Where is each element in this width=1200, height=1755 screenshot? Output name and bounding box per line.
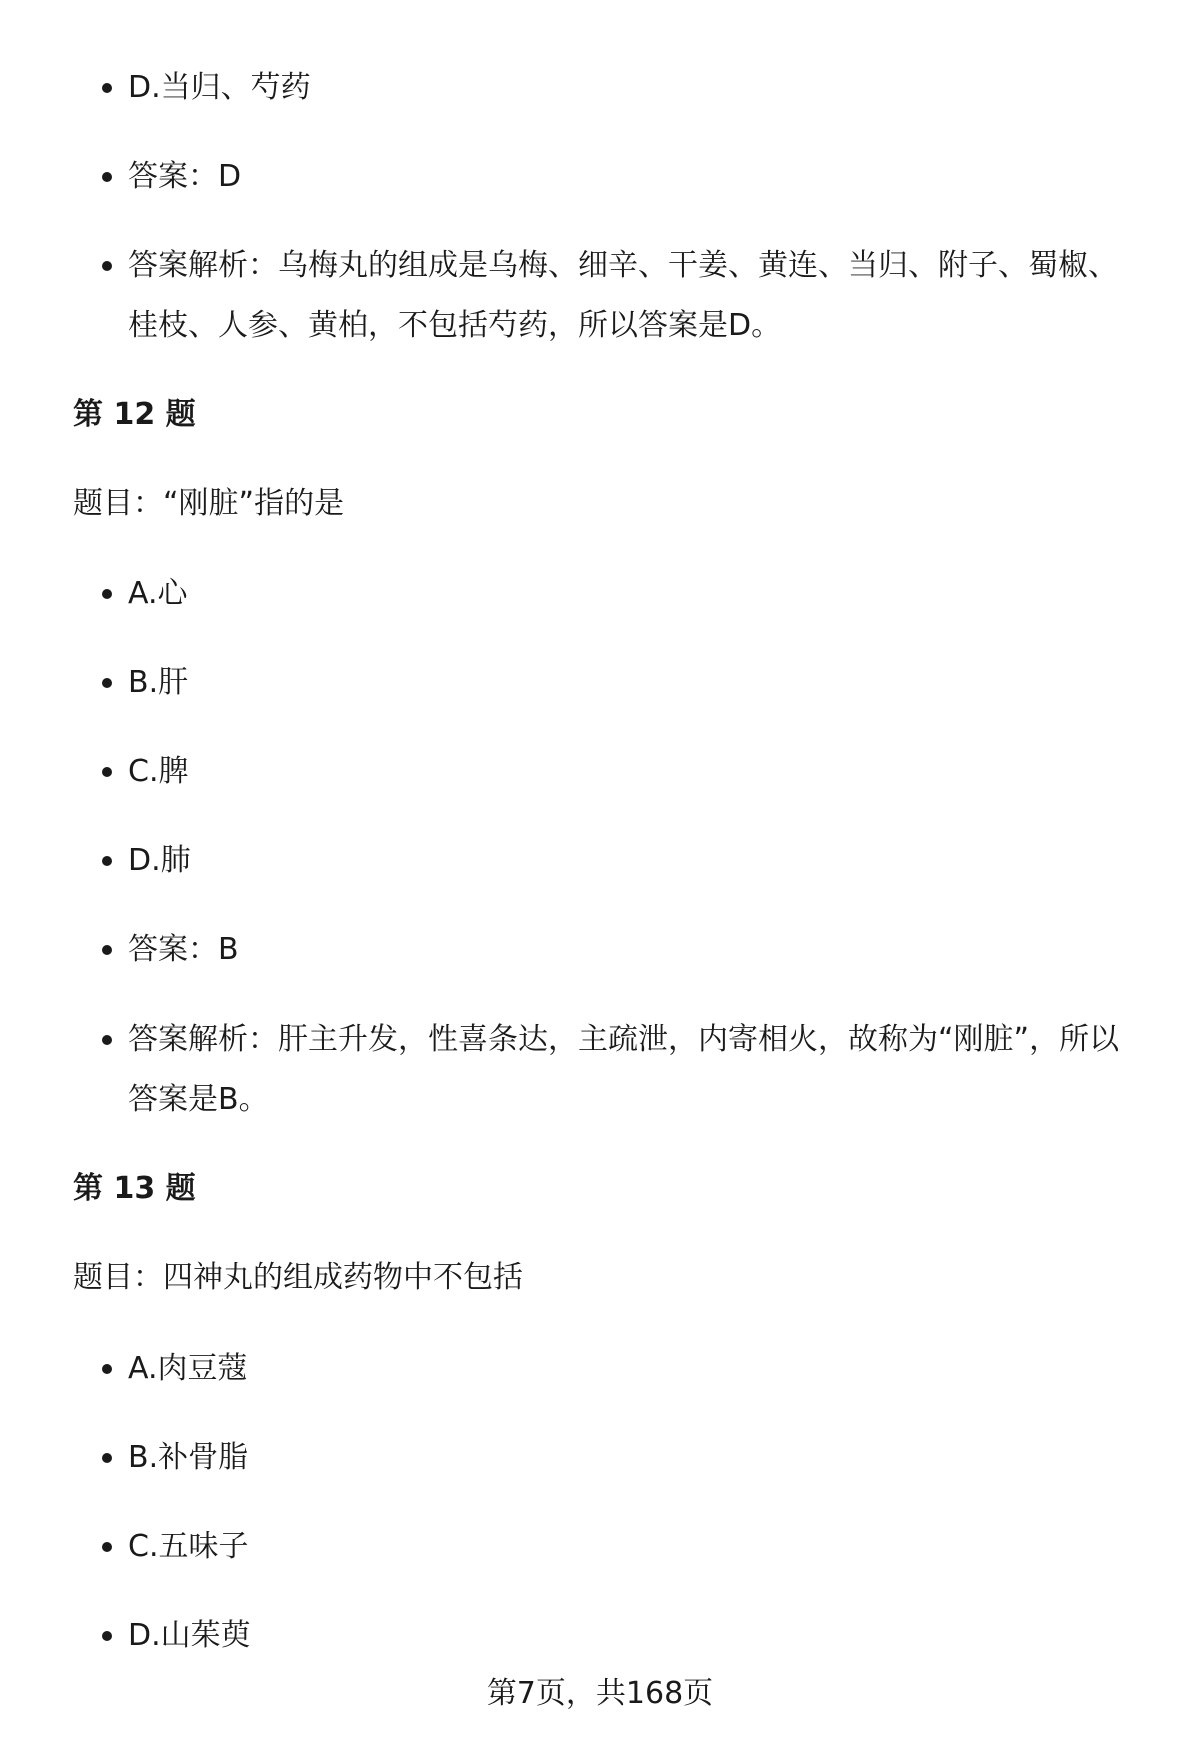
question-13-prompt: 题目：四神丸的组成药物中不包括 xyxy=(73,1260,523,1295)
answer-explanation: 答案解析：肝主升发，性喜条达，主疏泄，内寄相火，故称为“刚脏”，所以答案是B。 xyxy=(128,1010,1140,1130)
option-a: A.肉豆蔻 xyxy=(128,1339,1140,1399)
question-13-heading: 第 13 题 xyxy=(73,1171,196,1206)
option-c: C.脾 xyxy=(128,742,1140,802)
answer-line: 答案：D xyxy=(128,147,1140,207)
option-b: B.补骨脂 xyxy=(128,1428,1140,1488)
question-12-heading: 第 12 题 xyxy=(73,397,196,432)
option-b: B.肝 xyxy=(128,653,1140,713)
answer-explanation: 答案解析：乌梅丸的组成是乌梅、细辛、干姜、黄连、当归、附子、蜀椒、桂枝、人参、黄柏，不包括芍药，所以答案是D。 xyxy=(128,236,1140,356)
option-d: D.山茱萸 xyxy=(128,1606,1140,1666)
option-c: C.五味子 xyxy=(128,1517,1140,1577)
page-number-footer: 第7页，共168页 xyxy=(486,1676,714,1711)
answer-line: 答案：B xyxy=(128,920,1140,980)
option-a: A.心 xyxy=(128,564,1140,624)
question-12-prompt: 题目：“刚脏”指的是 xyxy=(73,486,345,521)
option-d: D.当归、芍药 xyxy=(128,58,1140,118)
option-d: D.肺 xyxy=(128,831,1140,891)
